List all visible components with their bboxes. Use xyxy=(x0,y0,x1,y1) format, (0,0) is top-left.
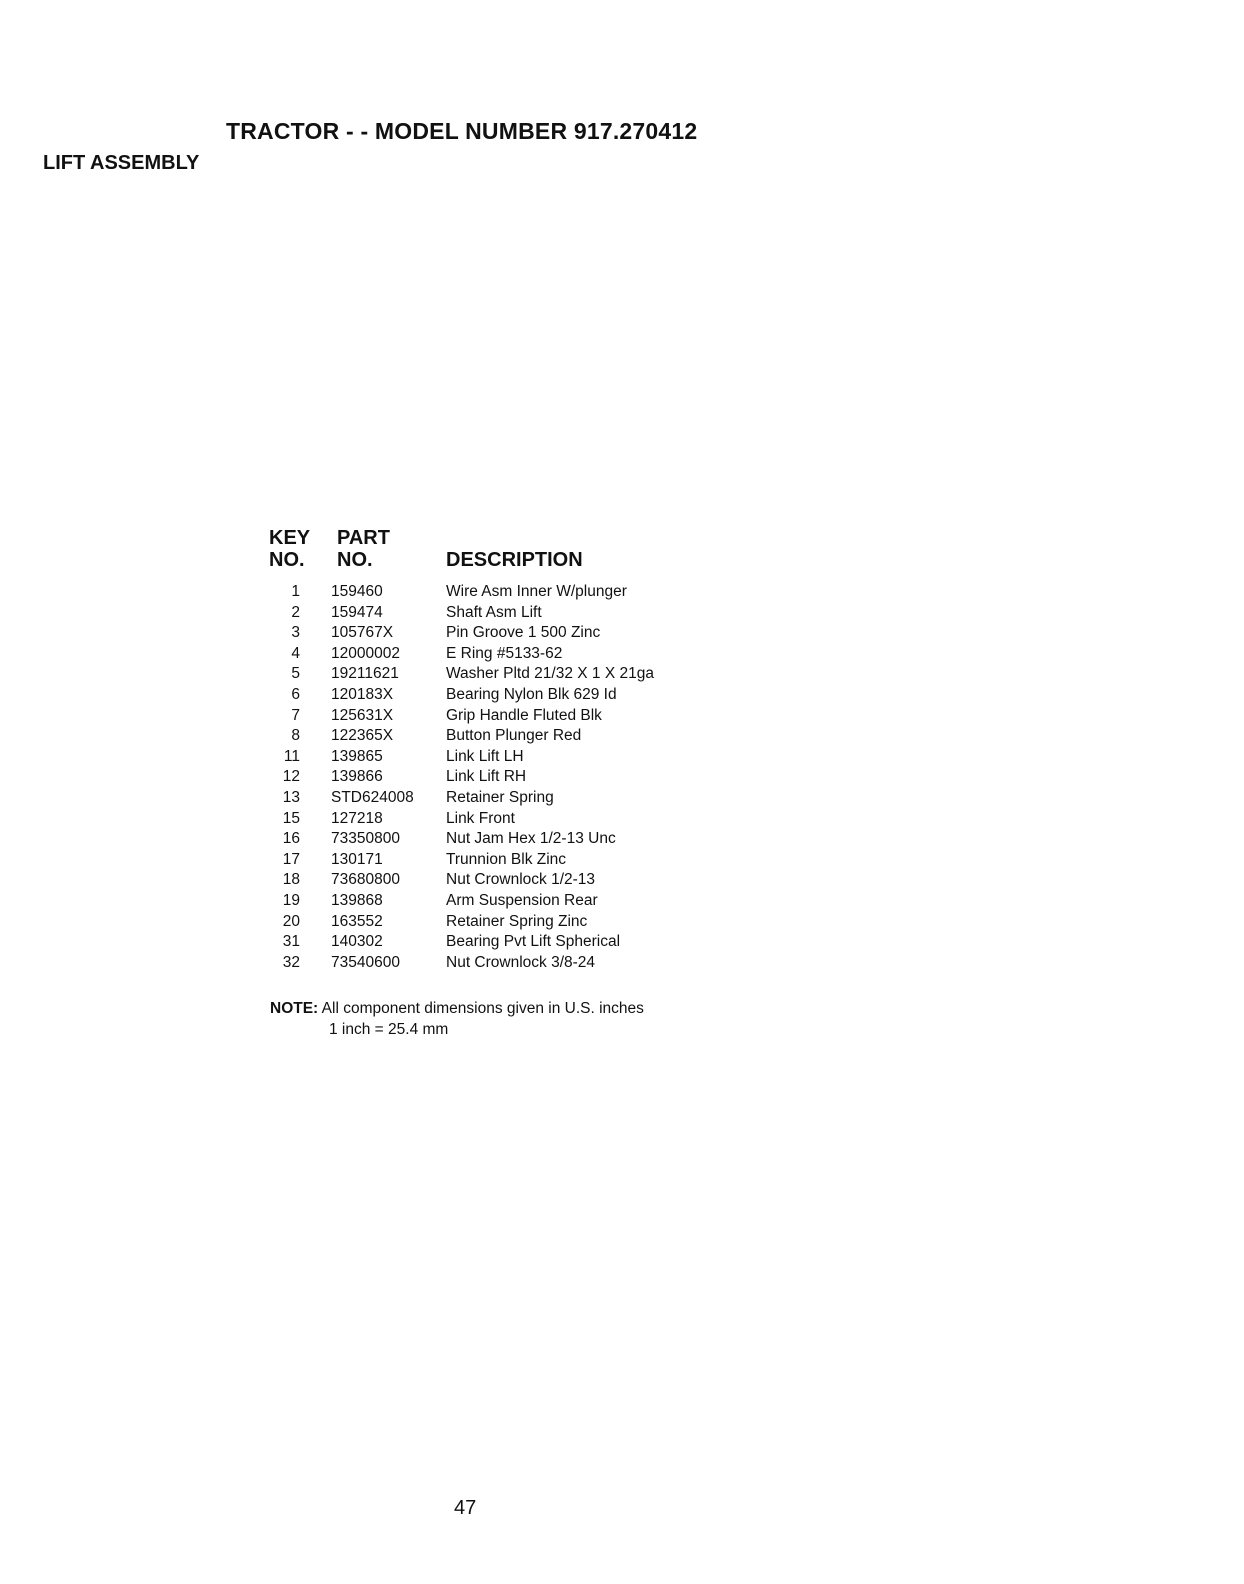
part-number: 125631X xyxy=(331,706,394,724)
part-number: 159474 xyxy=(331,603,383,621)
key-number: 5 xyxy=(291,665,300,683)
table-row xyxy=(260,582,720,603)
page-number: 47 xyxy=(454,1497,477,1519)
parts-table xyxy=(260,582,720,973)
key-number: 13 xyxy=(282,788,300,806)
key-number: 7 xyxy=(291,706,300,724)
column-header-part-line1: PART xyxy=(337,527,390,549)
part-number: STD624008 xyxy=(331,788,414,806)
key-number: 4 xyxy=(291,644,300,662)
column-header-part xyxy=(337,527,390,571)
table-row xyxy=(260,809,720,830)
part-number: 159460 xyxy=(331,583,383,600)
table-row xyxy=(260,603,720,624)
table-row xyxy=(260,685,720,706)
part-number: 163552 xyxy=(331,912,383,930)
key-number: 1 xyxy=(291,583,300,600)
part-description: Trunnion Blk Zinc xyxy=(446,850,567,868)
table-row xyxy=(260,788,720,809)
key-number: 32 xyxy=(282,953,300,971)
key-number: 18 xyxy=(282,871,300,889)
part-description: Link Lift RH xyxy=(446,768,527,786)
section-title: LIFT ASSEMBLY xyxy=(43,152,200,174)
key-number: 31 xyxy=(282,933,300,951)
key-number: 16 xyxy=(282,830,300,848)
part-description: Retainer Spring Zinc xyxy=(446,912,588,930)
part-number: 73680800 xyxy=(331,871,400,889)
part-number: 122365X xyxy=(331,727,394,745)
part-description: Wire Asm Inner W/plunger xyxy=(446,583,627,600)
column-header-part-line2: NO. xyxy=(337,549,373,571)
column-header-key xyxy=(269,527,310,571)
key-number: 20 xyxy=(282,912,300,930)
part-description: Arm Suspension Rear xyxy=(446,891,598,909)
column-header-key-line1: KEY xyxy=(269,527,311,549)
part-description: Washer Pltd 21/32 X 1 X 21ga xyxy=(446,665,654,683)
part-description: Bearing Nylon Blk 629 Id xyxy=(446,685,617,703)
part-number: 105767X xyxy=(331,624,394,642)
part-number: 139868 xyxy=(331,891,383,909)
table-row xyxy=(260,912,720,933)
table-row xyxy=(260,891,720,912)
part-number: 139865 xyxy=(331,747,383,765)
part-number: 120183X xyxy=(331,685,394,703)
table-row xyxy=(260,953,720,974)
part-description: Shaft Asm Lift xyxy=(446,603,542,621)
key-number: 15 xyxy=(282,809,300,827)
key-number: 12 xyxy=(282,768,300,786)
part-description: Link Front xyxy=(446,809,515,827)
part-number: 130171 xyxy=(331,850,383,868)
part-description: Nut Crownlock 3/8-24 xyxy=(446,953,596,971)
part-number: 19211621 xyxy=(331,665,399,683)
note-line2: 1 inch = 25.4 mm xyxy=(329,1021,449,1038)
table-row xyxy=(260,767,720,788)
part-description: Link Lift LH xyxy=(446,747,524,765)
table-row xyxy=(260,623,720,644)
key-number: 6 xyxy=(291,685,300,703)
part-description: Retainer Spring xyxy=(446,788,554,806)
key-number: 19 xyxy=(282,891,300,909)
part-number: 12000002 xyxy=(331,644,400,662)
part-description: Button Plunger Red xyxy=(446,727,582,745)
note-line1: All component dimensions given in U.S. inches xyxy=(321,1000,644,1017)
part-description: E Ring #5133-62 xyxy=(446,644,563,662)
key-number: 17 xyxy=(282,850,300,868)
table-row xyxy=(260,850,720,871)
part-description: Nut Crownlock 1/2-13 xyxy=(446,871,596,889)
key-number: 2 xyxy=(291,603,300,621)
part-description: Pin Groove 1 500 Zinc xyxy=(446,624,601,642)
table-row xyxy=(260,829,720,850)
part-number: 139866 xyxy=(331,768,383,786)
table-row xyxy=(260,932,720,953)
table-row xyxy=(260,870,720,891)
key-number: 3 xyxy=(291,624,300,642)
table-row xyxy=(260,747,720,768)
part-number: 127218 xyxy=(331,809,383,827)
column-header-description: DESCRIPTION xyxy=(446,549,583,571)
part-number: 140302 xyxy=(331,933,383,951)
part-number: 73540600 xyxy=(331,953,400,971)
note-label: NOTE: xyxy=(270,1000,319,1017)
key-number: 8 xyxy=(291,727,300,745)
table-row xyxy=(260,706,720,727)
page-title: TRACTOR - - MODEL NUMBER 917.270412 xyxy=(226,118,698,144)
key-number: 11 xyxy=(283,747,300,765)
note xyxy=(270,998,644,1040)
table-row xyxy=(260,644,720,665)
part-number: 73350800 xyxy=(331,830,400,848)
table-row xyxy=(260,664,720,685)
part-description: Nut Jam Hex 1/2-13 Unc xyxy=(446,830,616,848)
table-row xyxy=(260,726,720,747)
column-header-key-line2: NO. xyxy=(269,549,305,571)
part-description: Grip Handle Fluted Blk xyxy=(446,706,602,724)
part-description: Bearing Pvt Lift Spherical xyxy=(446,933,621,951)
